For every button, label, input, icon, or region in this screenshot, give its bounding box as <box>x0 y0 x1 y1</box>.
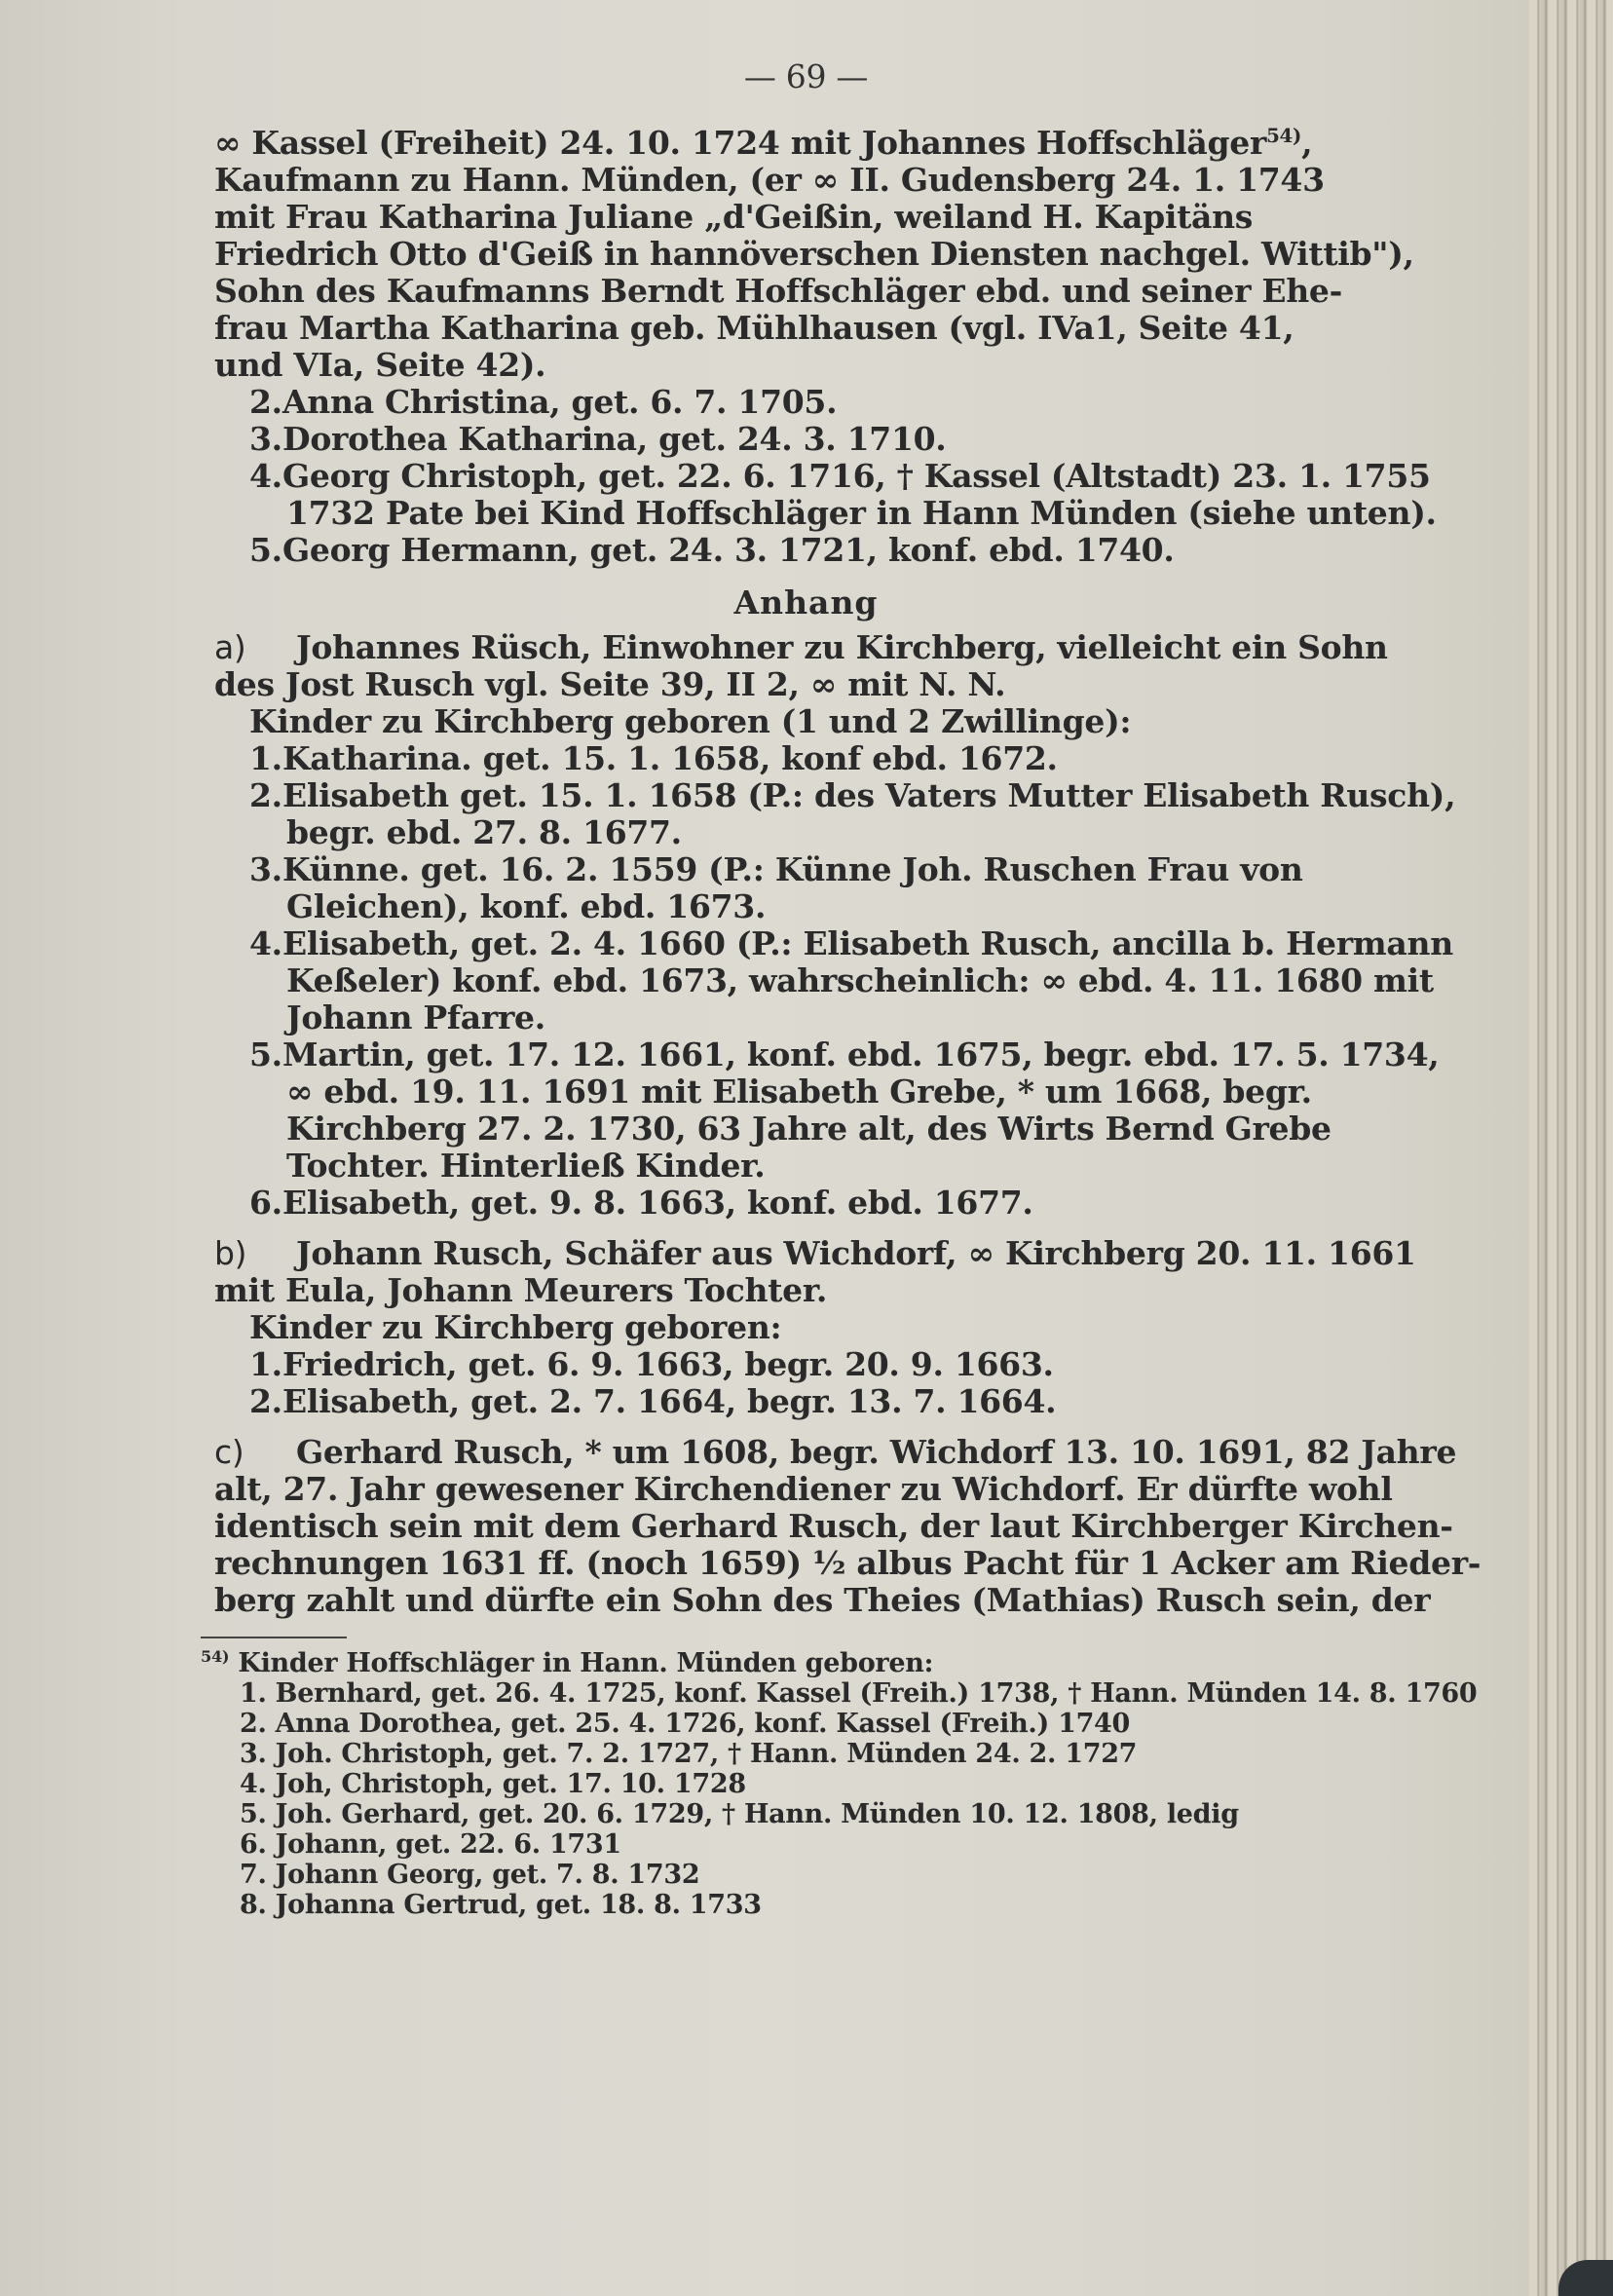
list-item: 1.Friedrich, get. 6. 9. 1663, begr. 20. 9. 1663. <box>249 1345 1054 1383</box>
list-item-continuation: 1732 Pate bei Kind Hoffschläger in Hann Münden (siehe unten). <box>286 494 1437 532</box>
section-label: b) <box>214 1234 247 1272</box>
list-item: 3.Künne. get. 16. 2. 1559 (P.: Künne Joh. Ruschen Frau von <box>249 850 1303 888</box>
list-item-continuation: Kirchberg 27. 2. 1730, 63 Jahre alt, des Wirts Bernd Grebe <box>286 1110 1332 1148</box>
book-spine-edge <box>1529 0 1613 2296</box>
text-line: mit Eula, Johann Meurers Tochter. <box>214 1271 828 1309</box>
appendix-section-c <box>214 1433 1482 1619</box>
section-label: a) <box>214 628 246 666</box>
list-item-continuation: Keßeler) konf. ebd. 1673, wahrscheinlich: ∞ ebd. 4. 11. 1680 mit <box>286 961 1434 999</box>
section-subheading: Kinder zu Kirchberg geboren (1 und 2 Zwillinge): <box>249 702 1132 740</box>
footnote-title: $^{54)}$ Kinder Hoffschläger in Hann. Münden geboren: <box>201 1647 934 1678</box>
list-item: 5.Martin, get. 17. 12. 1661, konf. ebd. 1675, begr. ebd. 17. 5. 1734, <box>249 1035 1440 1073</box>
continuation-paragraph <box>214 124 1414 384</box>
list-item-continuation: ∞ ebd. 19. 11. 1691 mit Elisabeth Grebe, * um 1668, begr. <box>286 1073 1312 1110</box>
footnote-item: 2. Anna Dorothea, get. 25. 4. 1726, konf. Kassel (Freih.) 1740 <box>240 1709 1131 1739</box>
list-item-continuation: Johann Pfarre. <box>286 998 545 1036</box>
footnote-ref[interactable]: 54) <box>1266 124 1302 147</box>
list-item: 5.Georg Hermann, get. 24. 3. 1721, konf. ebd. 1740. <box>249 531 1175 569</box>
text-line: Sohn des Kaufmanns Berndt Hoffschläger ebd. und seiner Ehe- <box>214 272 1343 310</box>
section-intro: b) Johann Rusch, Schäfer aus Wichdorf, ∞ Kirchberg 20. 11. 1661 <box>214 1234 1416 1272</box>
page-number: — 69 — <box>743 57 869 95</box>
list-item-continuation: Tochter. Hinterließ Kinder. <box>286 1147 766 1185</box>
section-subheading: Kinder zu Kirchberg geboren: <box>249 1308 782 1346</box>
text-line: frau Martha Katharina geb. Mühlhausen (vgl. IVa1, Seite 41, <box>214 309 1294 347</box>
list-item: 2.Anna Christina, get. 6. 7. 1705. <box>249 383 838 421</box>
list-item-continuation: begr. ebd. 27. 8. 1677. <box>286 813 682 851</box>
text-line: ∞ Kassel (Freiheit) 24. 10. 1724 mit Johannes Hoffschläger$^{54)}$, <box>214 124 1313 162</box>
footnote-item: 3. Joh. Christoph, get. 7. 2. 1727, † Hann. Münden 24. 2. 1727 <box>240 1739 1138 1769</box>
list-item: 4.Elisabeth, get. 2. 4. 1660 (P.: Elisabeth Rusch, ancilla b. Hermann <box>249 924 1453 962</box>
text-line: Kaufmann zu Hann. Münden, (er ∞ II. Gudensberg 24. 1. 1743 <box>214 161 1325 199</box>
footnote <box>201 1647 1478 1920</box>
page-text <box>201 57 1482 1920</box>
text-line: berg zahlt und dürfte ein Sohn des Theies (Mathias) Rusch sein, der <box>214 1581 1431 1619</box>
footnote-item: 6. Johann, get. 22. 6. 1731 <box>240 1829 621 1860</box>
footnote-item: 8. Johanna Gertrud, get. 18. 8. 1733 <box>240 1890 762 1920</box>
text-line: alt, 27. Jahr gewesener Kirchendiener zu Wichdorf. Er dürfte wohl <box>214 1470 1393 1508</box>
list-item: 3.Dorothea Katharina, get. 24. 3. 1710. <box>249 420 947 458</box>
text-line: identisch sein mit dem Gerhard Rusch, der laut Kirchberger Kirchen- <box>214 1507 1453 1545</box>
list-item: 4.Georg Christoph, get. 22. 6. 1716, † Kassel (Altstadt) 23. 1. 1755 <box>249 457 1431 495</box>
list-item: 2.Elisabeth, get. 2. 7. 1664, begr. 13. 7. 1664. <box>249 1382 1057 1420</box>
text-line: Friedrich Otto d'Geiß in hannöverschen Diensten nachgel. Wittib"), <box>214 235 1414 273</box>
list-item: 6.Elisabeth, get. 9. 8. 1663, konf. ebd. 1677. <box>249 1184 1033 1222</box>
footnote-item: 1. Bernhard, get. 26. 4. 1725, konf. Kassel (Freih.) 1738, † Hann. Münden 14. 8. 1760 <box>240 1678 1478 1709</box>
footnote-item: 7. Johann Georg, get. 7. 8. 1732 <box>240 1860 700 1890</box>
section-intro: c) Gerhard Rusch, * um 1608, begr. Wichdorf 13. 10. 1691, 82 Jahre <box>214 1433 1457 1471</box>
text-line: und VIa, Seite 42). <box>214 346 546 384</box>
appendix-heading: Anhang <box>733 583 879 621</box>
text-line: des Jost Rusch vgl. Seite 39, II 2, ∞ mit N. N. <box>214 665 1006 703</box>
footnote-item: 4. Joh, Christoph, get. 17. 10. 1728 <box>240 1769 746 1799</box>
list-item-continuation: Gleichen), konf. ebd. 1673. <box>286 887 767 925</box>
list-item: 2.Elisabeth get. 15. 1. 1658 (P.: des Vaters Mutter Elisabeth Rusch), <box>249 776 1456 814</box>
section-intro: a) Johannes Rüsch, Einwohner zu Kirchberg, vielleicht ein Sohn <box>214 628 1388 666</box>
list-item: 1.Katharina. get. 15. 1. 1658, konf ebd. 1672. <box>249 739 1058 777</box>
footnote-item: 5. Joh. Gerhard, get. 20. 6. 1729, † Hann. Münden 10. 12. 1808, ledig <box>240 1799 1239 1829</box>
section-label: c) <box>214 1433 244 1471</box>
appendix-section-b <box>214 1234 1416 1420</box>
text-line: mit Frau Katharina Juliane „d'Geißin, weiland H. Kapitäns <box>214 198 1254 236</box>
appendix-section-a <box>214 628 1456 1222</box>
footnote-marker: 54) <box>201 1647 230 1666</box>
children-list <box>214 383 1437 569</box>
footnote-divider <box>201 1637 347 1638</box>
text-line: rechnungen 1631 ff. (noch 1659) ½ albus Pacht für 1 Acker am Rieder- <box>214 1544 1482 1582</box>
